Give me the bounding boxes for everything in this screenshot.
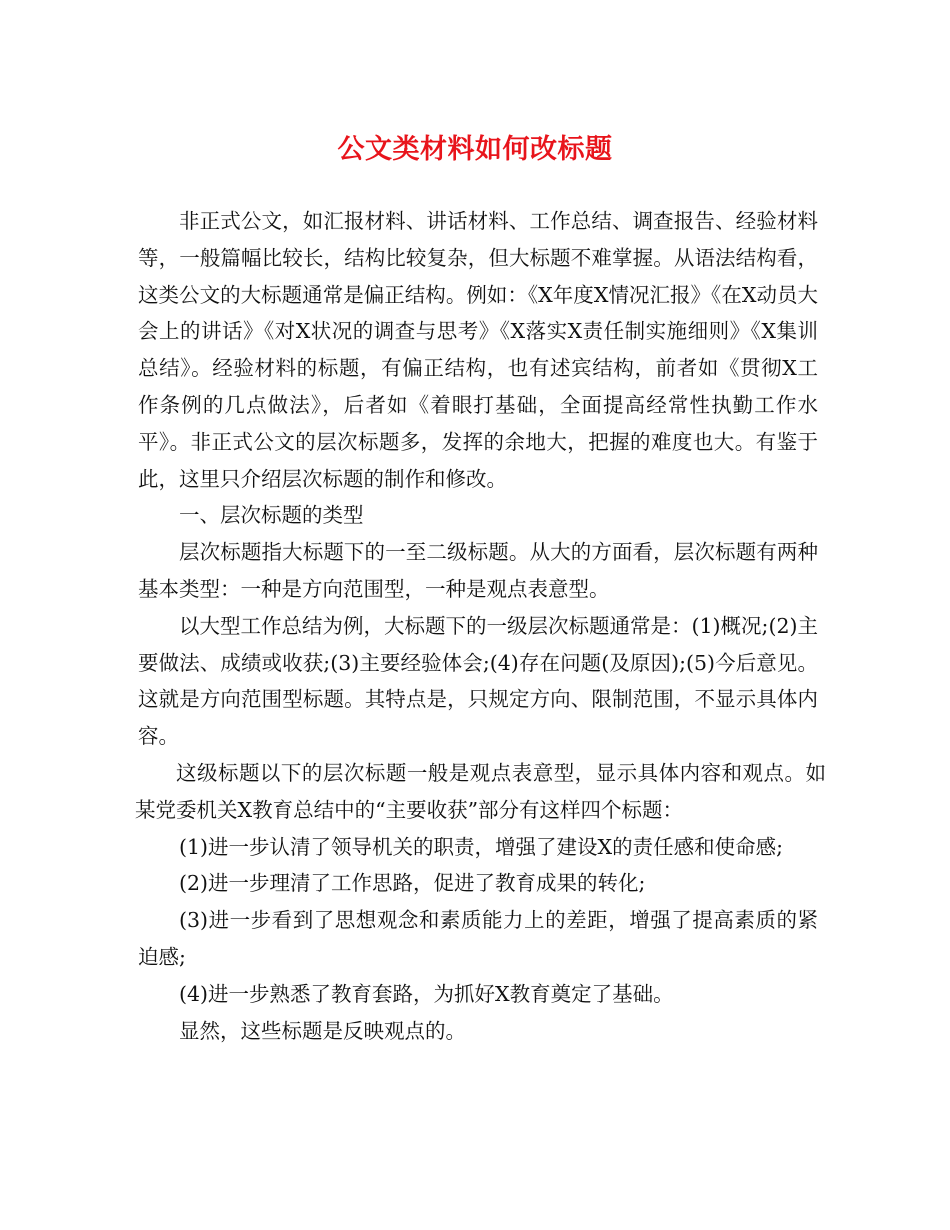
list-item-1: (1)进一步认清了领导机关的职责，增强了建设X的责任感和使命感;	[179, 834, 784, 859]
document-title: 公文类材料如何改标题	[337, 134, 613, 165]
paragraph-intro: 非正式公文，如汇报材料、讲话材料、工作总结、调查报告、经验材料等，一般篇幅比较长，结构比较复杂，但大标题不难掌握。从语法结构看，这类公文的大标题通常是偏正结构。例如：《X年度X情况汇报》《在X动员大会上的讲话》《对X状况的调查与思考》《X落实X责任制实施细则》《X集训总结》。经验材料的标题，有偏正结构，也有述宾结构，前者如《贯彻X工作条例的几点做法》，后者如《着眼打基础，全面提高经常性执勤工作水平》。非正式公文的层次标题多，发挥的余地大，把握的难度也大。有鉴于此，这里只介绍层次标题的制作和修改。	[138, 209, 818, 491]
document-body	[135, 203, 826, 1049]
section-heading: 一、层次标题的类型	[179, 503, 364, 528]
list-item-4: (4)进一步熟悉了教育套路，为抓好X教育奠定了基础。	[179, 981, 674, 1006]
paragraph-example: 以大型工作总结为例，大标题下的一级层次标题通常是：(1)概况;(2)主要做法、成绩或收获;(3)主要经验体会;(4)存在问题(及原因);(5)今后意见。这就是方向范围型标题。其特点是，只规定方向、限制范围，不显示具体内容。	[138, 613, 818, 749]
list-item-3: (3)进一步看到了思想观念和素质能力上的差距，增强了提高素质的紧迫感;	[138, 908, 818, 969]
paragraph-types: 层次标题指大标题下的一至二级标题。从大的方面看，层次标题有两种基本类型：一种是方向范围型，一种是观点表意型。	[138, 540, 818, 601]
paragraph-viewpoint: 这级标题以下的层次标题一般是观点表意型，显示具体内容和观点。如某党委机关X教育总结中的“主要收获”部分有这样四个标题：	[135, 760, 826, 822]
list-item-2: (2)进一步理清了工作思路，促进了教育成果的转化;	[179, 871, 646, 896]
paragraph-conclusion: 显然，这些标题是反映观点的。	[179, 1018, 466, 1043]
